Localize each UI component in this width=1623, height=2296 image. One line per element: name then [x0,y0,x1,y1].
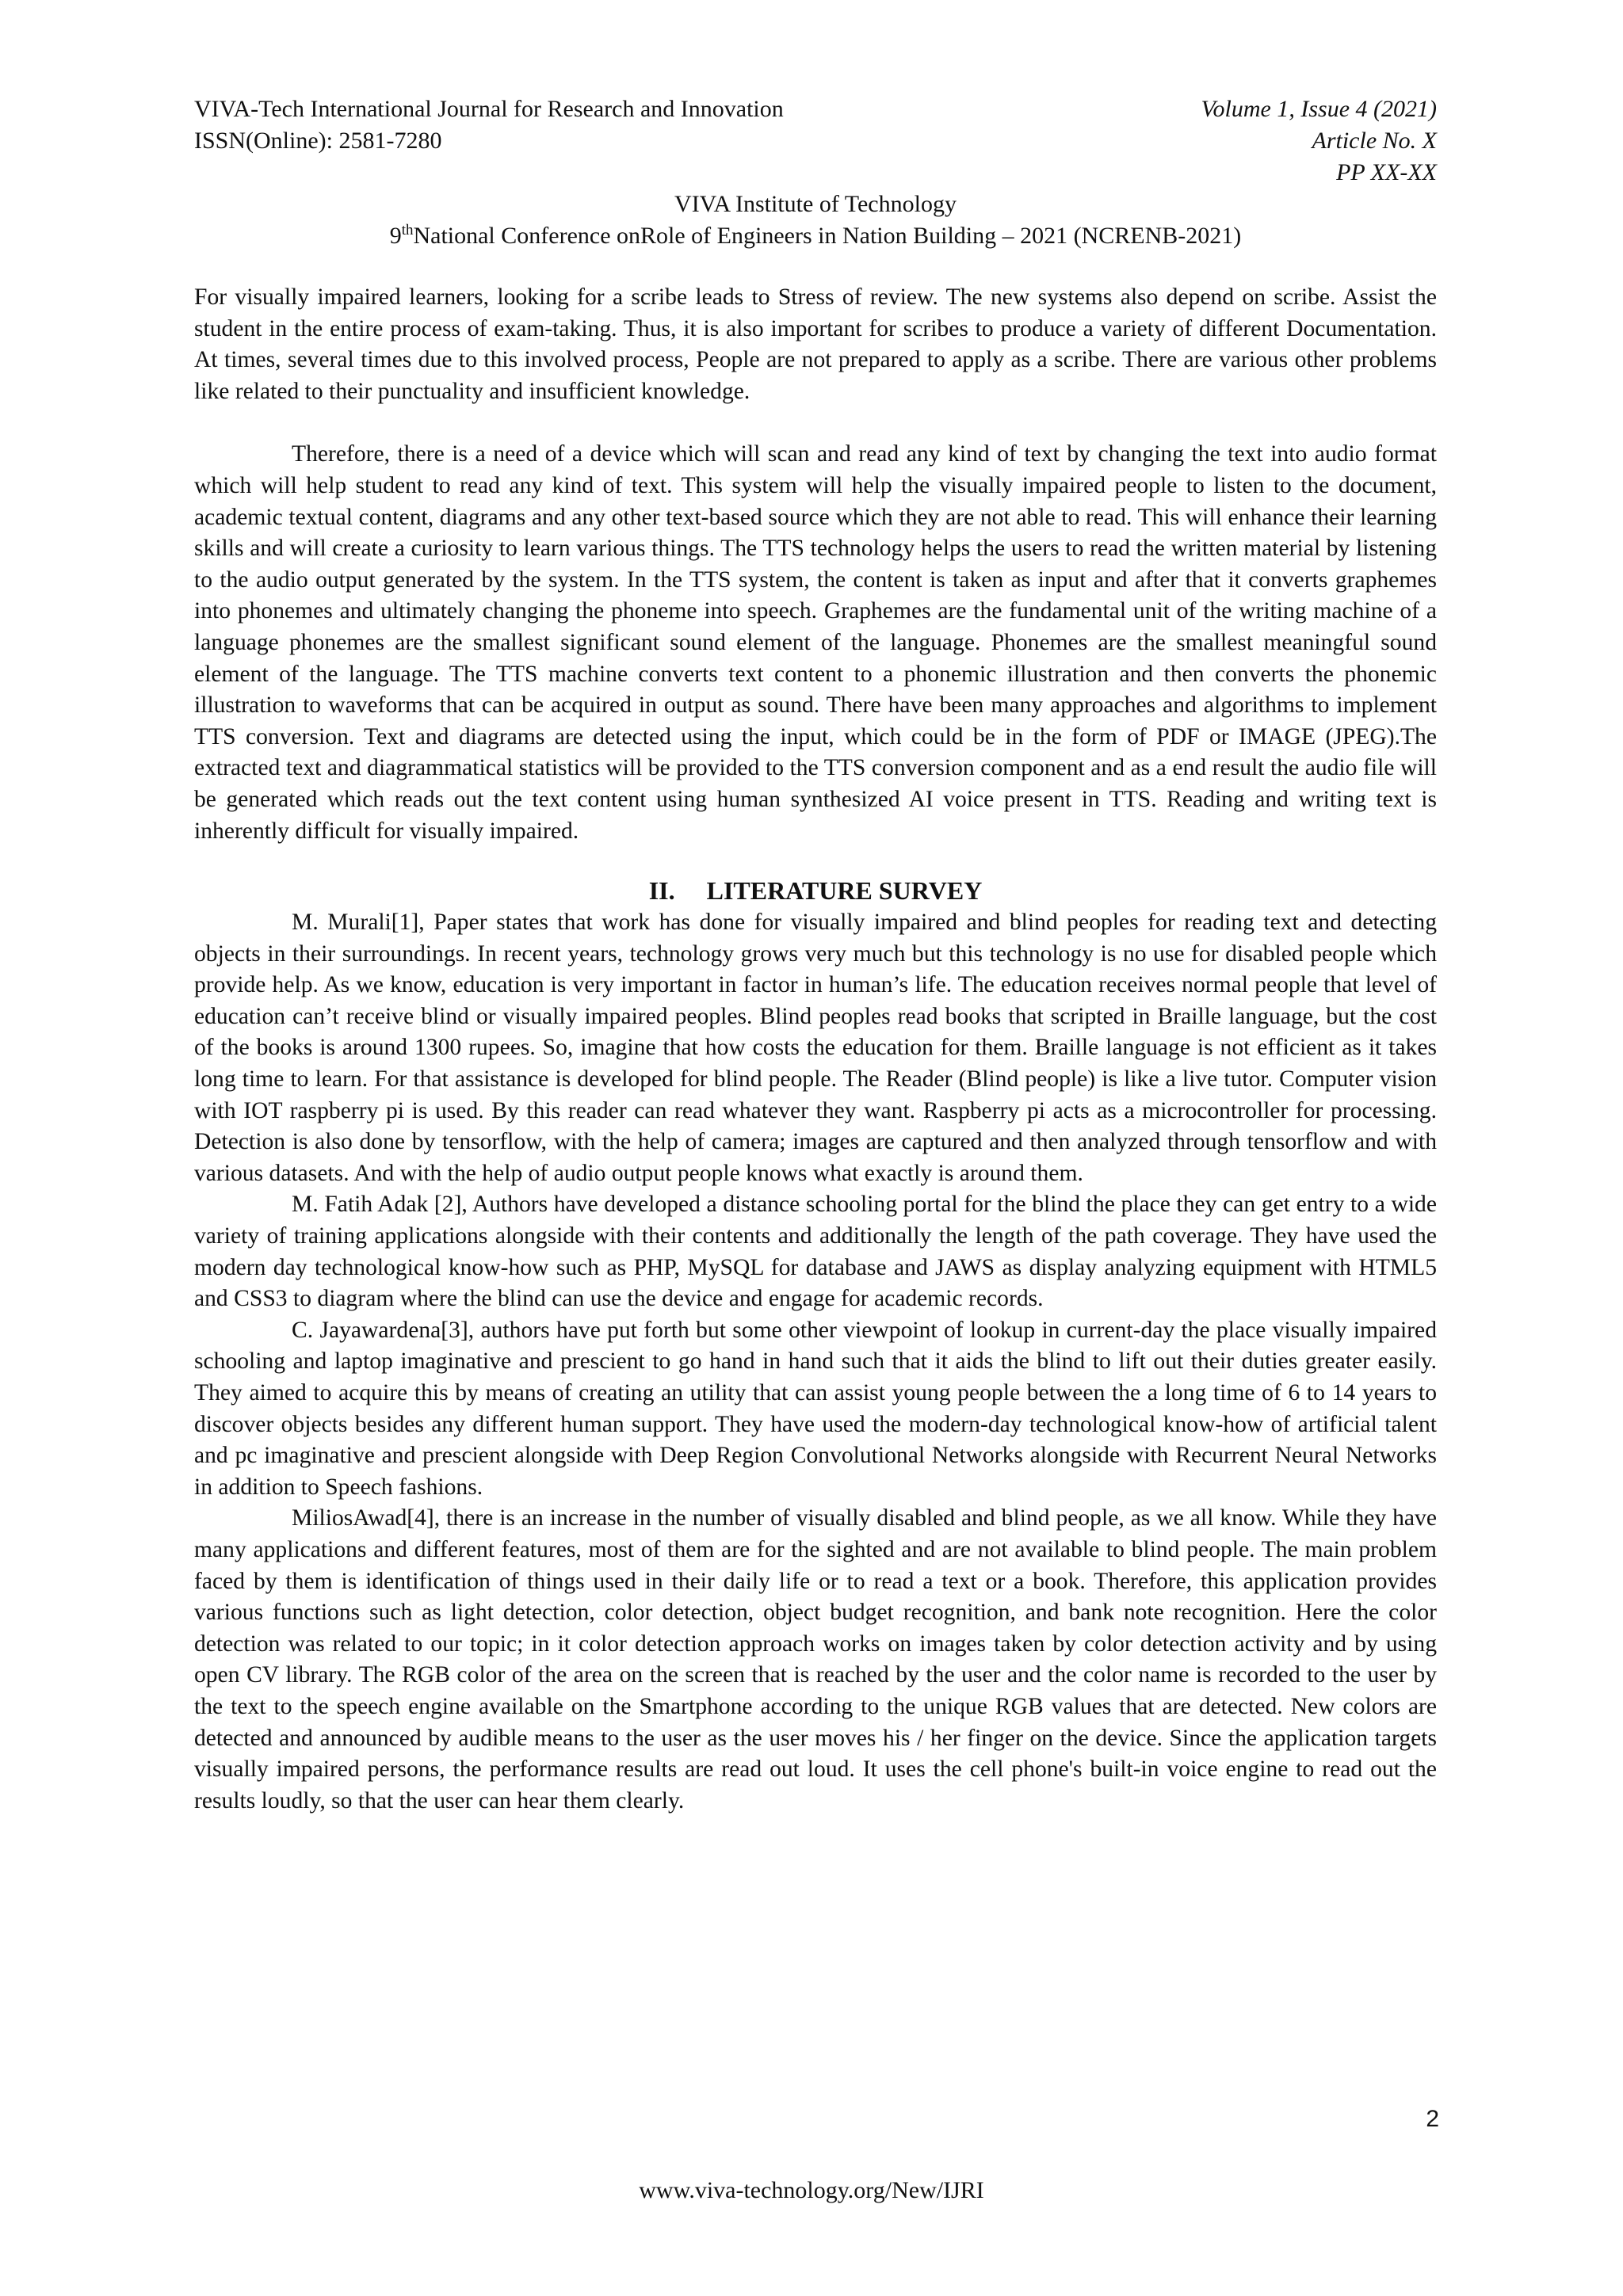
institute-name: VIVA Institute of Technology [674,191,957,217]
survey-paragraph-awad: MiliosAwad[4], there is an increase in the number of visually disabled and blind people, as we all know. While they have many applications and different features, most of them are for the sighted and are not available to blind people. The main problem faced by them is identification of things used in their daily life or to read a text or a book. Therefore, this application provides various functions such as light detection, color detection, object budget recognition, and bank note recognition. Here the color detection was related to our topic; in it color detection approach works on images taken by color detection activity and by using open CV library. The RGB color of the area on the screen that is reached by the user and the color name is recorded to the user by the text to the speech engine available on the Smartphone according to the unique RGB values that are detected. New colors are detected and announced by audible means to the user as the user moves his / her finger on the device. Since the application targets visually impaired persons, the performance results are read out loud. It uses the cell phone's built-in voice engine to read out the results loudly, so that the user can hear them clearly. [194,1505,1437,1814]
intro-paragraph-1: For visually impaired learners, looking for a scribe leads to Stress of review. The new systems also depend on scribe. Assist the student in the entire process of exam-taking. Thus, it is also important for scribes to produce a variety of different Documentation. At times, several times due to this involved process, People are not prepared to apply as a scribe. There are various other problems like related to their punctuality and insufficient knowledge. [194,284,1437,404]
conference-name: National Conference onRole of Engineers in Nation Building – 2021 (NCRENB-2021) [413,223,1242,249]
page-number: 2 [1426,2106,1439,2132]
journal-name: VIVA-Tech International Journal for Research and Innovation [194,96,784,122]
conference-line [194,220,1437,252]
conference-ordinal-suffix: th [401,222,414,238]
survey-paragraph-jayawardena: C. Jayawardena[3], authors have put forth but some other viewpoint of lookup in current-day the place visually impaired schooling and laptop imaginative and prescient to go hand in hand such that it aids the blind to lift out their duties greater easily. They aimed to acquire this by means of creating an utility that can assist young people between the a long time of 6 to 14 years to discover objects besides any different human support. They have used the modern-day technological know-how of artificial talent and pc imaginative and prescient alongside with Deep Region Convolutional Networks alongside with Recurrent Neural Networks in addition to Speech fashions. [194,1317,1437,1500]
intro-paragraph-2: Therefore, there is a need of a device which will scan and read any kind of text by changing the text into audio format which will help student to read any kind of text. This system will help the visually impaired people to listen to the document, academic textual content, diagrams and any other text-based source which they are not able to read. This will enhance their learning skills and will create a curiosity to learn various things. The TTS technology helps the users to read the written material by listening to the audio output generated by the system. In the TTS system, the content is taken as input and after that it converts graphemes into phonemes and ultimately changing the phoneme into speech. Graphemes are the fundamental unit of the writing machine of a language phonemes are the smallest significant sound element of the language. Phonemes are the smallest meaningful sound element of the language. The TTS machine converts text content to a phonemic illustration and then converts the phonemic illustration to waveforms that can be acquired in output as sound. There have been many approaches and algorithms to implement TTS conversion. Text and diagrams are detected using the input, which could be in the form of PDF or IMAGE (JPEG).The extracted text and diagrammatical statistics will be provided to the TTS conversion component and as a end result the audio file will be generated which reads out the text content using human synthesized AI voice present in TTS. Reading and writing text is inherently difficult for visually impaired. [194,441,1437,844]
conference-ordinal: 9 [389,223,402,249]
article-number: Article No. X [1312,128,1437,154]
page-range: PP XX-XX [1336,159,1437,185]
issn: ISSN(Online): 2581-7280 [194,128,442,154]
body-content [194,282,1437,1817]
section-number: II. [648,876,675,906]
survey-paragraph-murali: M. Murali[1], Paper states that work has done for visually impaired and blind peoples for reading text and detecting objects in their surroundings. In recent years, technology grows very much but this technology is no use for disabled people which provide help. As we know, education is very important in factor in human’s life. The education receives normal people that level of education can’t receive blind or visually impaired peoples. Blind peoples read books that scripted in Braille language, but the cost of the books is around 1300 rupees. So, imagine that how costs the education for them. Braille language is not efficient as it takes long time to learn. For that assistance is developed for blind people. The Reader (Blind people) is like a live tutor. Computer vision with IOT raspberry pi is used. By this reader can read whatever they want. Raspberry pi acts as a microcontroller for processing. Detection is also done by tensorflow, with the help of camera; images are captured and then analyzed through tensorflow and with various datasets. And with the help of audio output people knows what exactly is around them. [194,910,1437,1186]
header-row-1 [194,93,1437,125]
paper-page [194,93,1437,1817]
footer-url: www.viva-technology.org/New/IJRI [639,2177,984,2203]
volume-issue: Volume 1, Issue 4 (2021) [1201,96,1437,122]
section-heading [194,874,1437,907]
section-title: LITERATURE SURVEY [706,876,983,906]
header-row-2 [194,125,1437,157]
survey-paragraph-adak: M. Fatih Adak [2], Authors have developed a distance schooling portal for the blind the place they can get entry to a wide variety of training applications alongside with their contents and additionally the length of the path coverage. They have used the modern day technological know-how such as PHP, MySQL for database and JAWS as display analyzing equipment with HTML5 and CSS3 to diagram where the blind can use the device and engage for academic records. [194,1192,1437,1312]
